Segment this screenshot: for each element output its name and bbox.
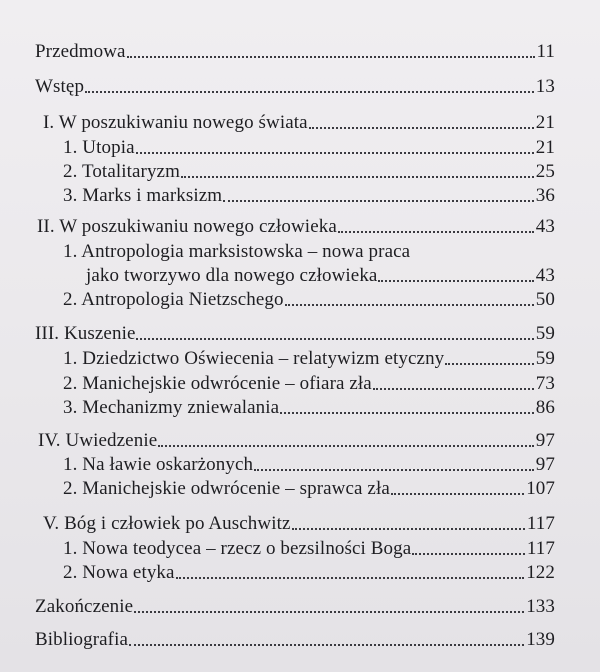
toc-entry-przedmowa [35,40,555,64]
dot-leader [136,338,533,340]
toc-entry-page: 59 [535,348,555,369]
dot-leader [412,553,525,555]
dot-leader [176,577,525,579]
toc-entry-page: 50 [535,289,555,310]
dot-leader [445,363,534,365]
toc-entry-wstep [35,75,555,99]
dot-leader [338,231,534,233]
toc-entry-label: Wstęp [35,76,85,97]
toc-entry-bibliografia [35,628,555,652]
toc-entry-label: III. Kuszenie [35,323,136,344]
toc-entry-label: IV. Uwiedzenie [38,430,158,451]
toc-entry-label: 1. Dziedzictwo Oświecenia – relatywizm etyczny [63,348,445,369]
dot-leader [292,528,525,530]
dot-leader [136,152,534,154]
toc-entry-page: 43 [535,216,555,237]
toc-entry-page: 13 [535,76,555,97]
dot-leader [309,127,534,129]
toc-entry-label: 2. Manichejskie odwrócenie – ofiara zła [63,373,372,394]
toc-entry-page: 59 [535,323,555,344]
toc-entry-chapter-2 [37,215,555,239]
toc-entry-page: 139 [526,629,555,650]
toc-entry-chapter-1-3 [63,184,555,208]
dot-leader [373,388,534,390]
toc-entry-page: 43 [535,265,555,286]
toc-entry-chapter-3-3 [63,396,555,420]
toc-entry-zakonczenie [35,595,555,619]
toc-entry-label: 1. Antropologia marksistowska – nowa praca [63,241,411,262]
toc-entry-page: 21 [535,137,555,158]
toc-entry-page: 97 [535,430,555,451]
toc-entry-page: 117 [526,538,555,559]
toc-entry-chapter-5 [43,512,555,536]
toc-entry-chapter-4-2 [63,477,555,501]
toc-entry-chapter-5-1 [63,537,555,561]
toc-entry-page: 122 [526,562,555,583]
toc-entry-chapter-2-1-cont [86,264,555,288]
toc-entry-label: 1. Utopia [63,137,135,158]
toc-entry-label: jako tworzywo dla nowego człowieka [86,265,378,286]
toc-entry-chapter-5-2 [63,561,555,585]
dot-leader [129,644,524,646]
toc-entry-label: 3. Mechanizmy zniewalania [63,397,280,418]
toc-entry-label: Zakończenie [35,596,134,617]
toc-entry-page: 86 [535,397,555,418]
toc-entry-label: 2. Nowa etyka [63,562,175,583]
dot-leader [280,412,534,414]
toc-entry-label: 1. Na ławie oskarżonych [63,454,254,475]
toc-entry-label: Przedmowa [35,41,126,62]
toc-entry-page: 36 [535,185,555,206]
toc-entry-page: 133 [526,596,555,617]
toc-entry-page: 11 [536,41,555,62]
dot-leader [158,445,534,447]
toc-entry-chapter-4 [38,429,555,453]
toc-entry-label: 2. Totalitaryzm [63,161,180,182]
dot-leader [134,611,524,613]
toc-entry-chapter-2-2 [63,288,555,312]
toc-entry-page: 25 [535,161,555,182]
toc-entry-label: V. Bóg i człowiek po Auschwitz [43,513,291,534]
dot-leader [85,91,534,93]
toc-entry-label: II. W poszukiwaniu nowego człowieka [37,216,337,237]
dot-leader [181,176,534,178]
toc-entry-chapter-1 [43,111,555,135]
toc-entry-chapter-3-2 [63,372,555,396]
toc-entry-chapter-1-1 [63,136,555,160]
toc-entry-page: 73 [535,373,555,394]
dot-leader [391,493,524,495]
toc-entry-chapter-1-2 [63,160,555,184]
toc-entry-page: 107 [526,478,555,499]
toc-entry-page: 21 [535,112,555,133]
toc-entry-label: 1. Nowa teodycea – rzecz o bezsilności Boga [63,538,412,559]
dot-leader [223,200,534,202]
toc-entry-chapter-3 [35,322,555,346]
dot-leader [285,304,534,306]
toc-entry-chapter-4-1 [63,453,555,477]
dot-leader [127,56,535,58]
toc-entry-label: 3. Marks i marksizm [63,185,223,206]
toc-entry-page: 117 [526,513,555,534]
toc-entry-label: 2. Antropologia Nietzschego [63,289,284,310]
toc-entry-chapter-2-1 [63,240,555,264]
dot-leader [378,280,533,282]
toc-entry-label: Bibliografia [35,629,129,650]
dot-leader [254,469,534,471]
toc-entry-chapter-3-1 [63,347,555,371]
toc-entry-label: I. W poszukiwaniu nowego świata [43,112,308,133]
toc-entry-label: 2. Manichejskie odwrócenie – sprawca zła [63,478,390,499]
toc-entry-page: 97 [535,454,555,475]
